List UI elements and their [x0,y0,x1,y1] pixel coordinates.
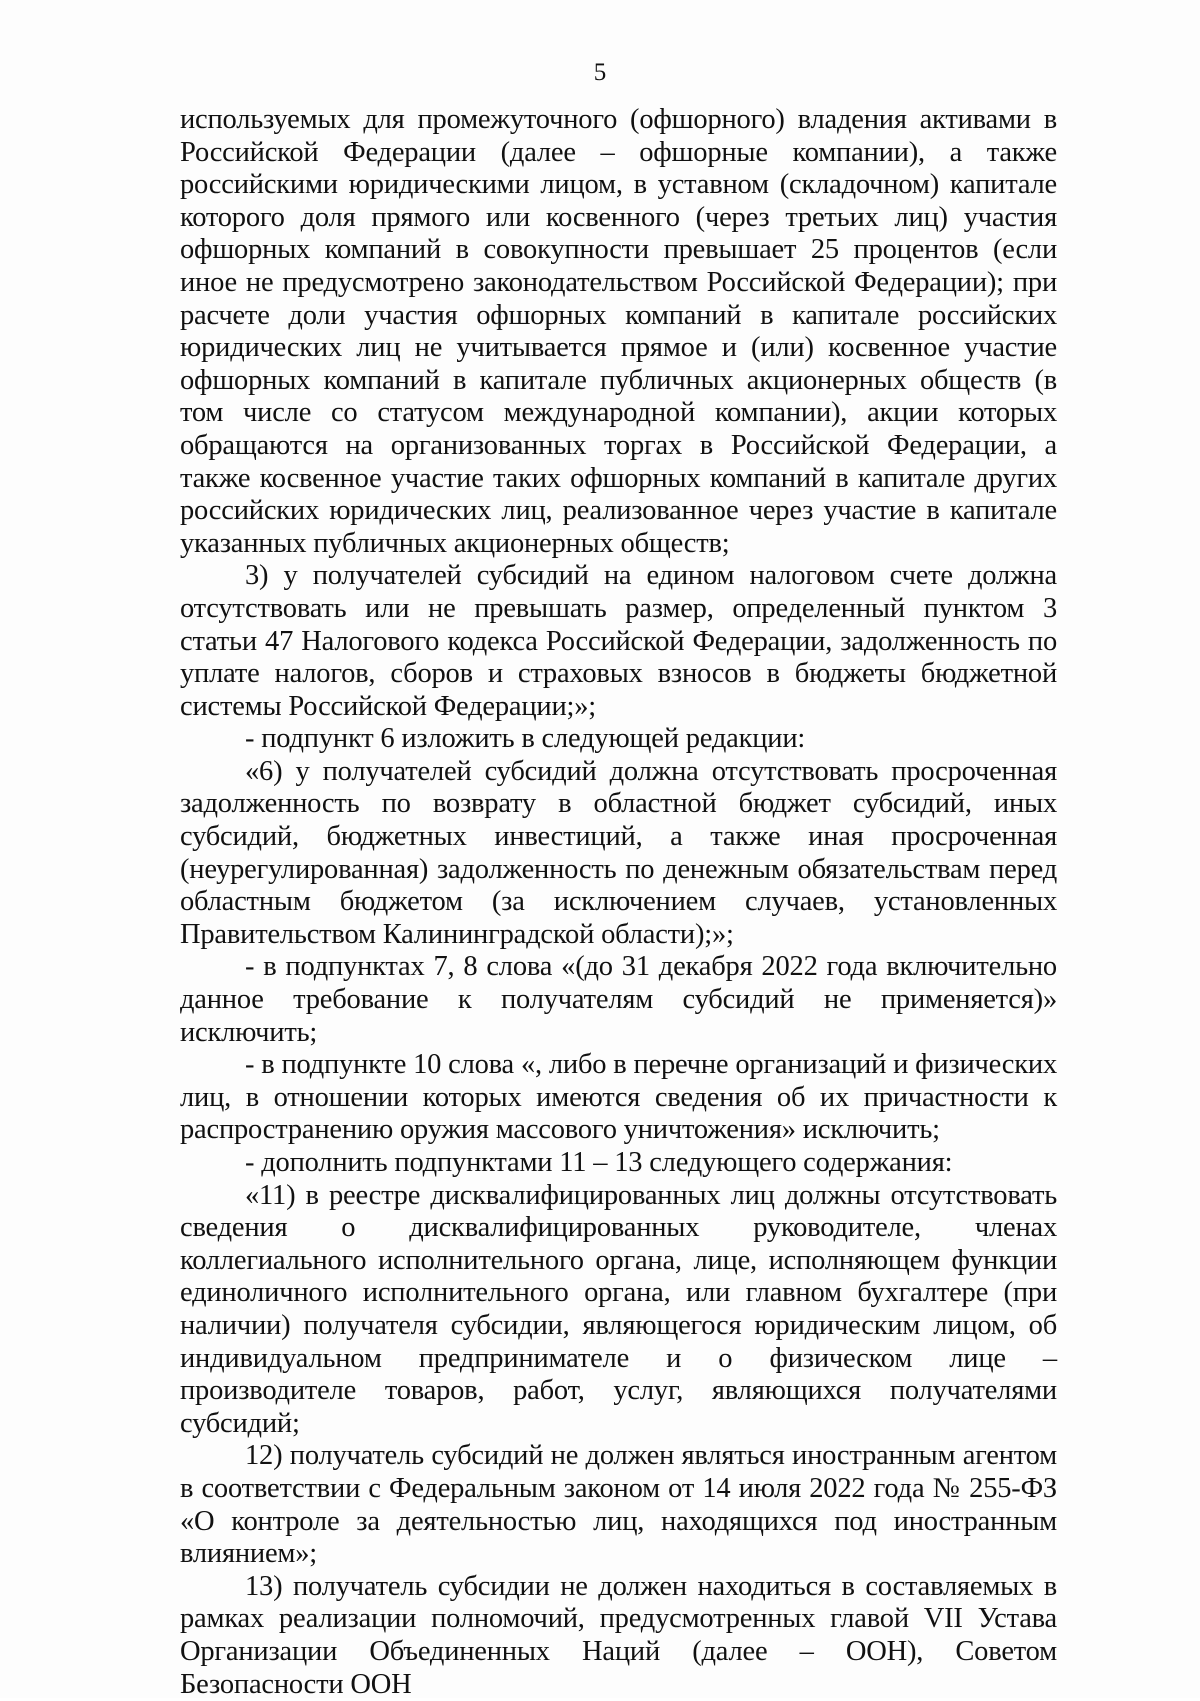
paragraph-amend-7-8: - в подпунктах 7, 8 слова «(до 31 декабря 2022 года включительно данное требование к получателям субсидий не применяется)» исключить; [180,951,1057,1048]
paragraph-offshore-continuation: используемых для промежуточного (офшорного) владения активами в Российской Федерации (далее – офшорные компании), а также российскими юридическими лицом, в уставном (складочном) капитале которого доля прямого или косвенного (через третьих лиц) участия офшорных компаний в совокупности превышает 25 процентов (если иное не предусмотрено законодательством Российской Федерации); при расчете доли участия офшорных компаний в капитале российских юридических лиц не учитывается прямое и (или) косвенное участие офшорных компаний в капитале публичных акционерных обществ (в том числе со статусом международной компании), акции которых обращаются на организованных торгах в Российской Федерации, а также косвенное участие таких офшорных компаний в капитале других российских юридических лиц, реализованное через участие в капитале указанных публичных акционерных обществ; [180,104,1057,559]
paragraph-item-11: «11) в реестре дисквалифицированных лиц должны отсутствовать сведения о дисквалифицированных руководителе, членах коллегиального исполнительного органа, лице, исполняющем функции единоличного исполнительного органа, или главном бухгалтере (при наличии) получателя субсидии, являющегося юридическим лицом, об индивидуальном предпринимателе и о физическом лице – производителе товаров, работ, услуг, являющихся получателями субсидий; [180,1179,1057,1439]
paragraph-amend-6-intro: - подпункт 6 изложить в следующей редакции: [245,723,806,755]
page-number: 5 [593,59,607,86]
paragraph-add-11-13-intro: - дополнить подпунктами 11 – 13 следующего содержания: [245,1147,953,1178]
paragraph-amend-10: - в подпункте 10 слова «, либо в перечне организаций и физических лиц, в отношении которых имеются сведения об их причастности к распространению оружия массового уничтожения» исключить; [180,1049,1057,1146]
document-body [180,104,1057,1701]
paragraph-item-6: «6) у получателей субсидий должна отсутствовать просроченная задолженность по возврату в областной бюджет субсидий, иных субсидий, бюджетных инвестиций, а также иная просроченная (неурегулированная) задолженность по денежным обязательствам перед областным бюджетом (за исключением случаев, установленных Правительством Калининградской области);»; [180,755,1057,950]
paragraph-item-13: 13) получатель субсидии не должен находиться в составляемых в рамках реализации полномочий, предусмотренных главой VII Устава Организации Объединенных Наций (далее – ООН), Советом Безопасности ООН [180,1570,1057,1700]
paragraph-item-12: 12) получатель субсидий не должен являться иностранным агентом в соответствии с Федеральным законом от 14 июля 2022 года № 255-ФЗ «О контроле за деятельностью лиц, находящихся под иностранным влиянием»; [180,1440,1057,1570]
paragraph-item-3: 3) у получателей субсидий на едином налоговом счете должна отсутствовать или не превышать размер, определенный пунктом 3 статьи 47 Налогового кодекса Российской Федерации, задолженность по уплате налогов, сборов и страховых взносов в бюджеты бюджетной системы Российской Федерации;»; [180,560,1057,722]
